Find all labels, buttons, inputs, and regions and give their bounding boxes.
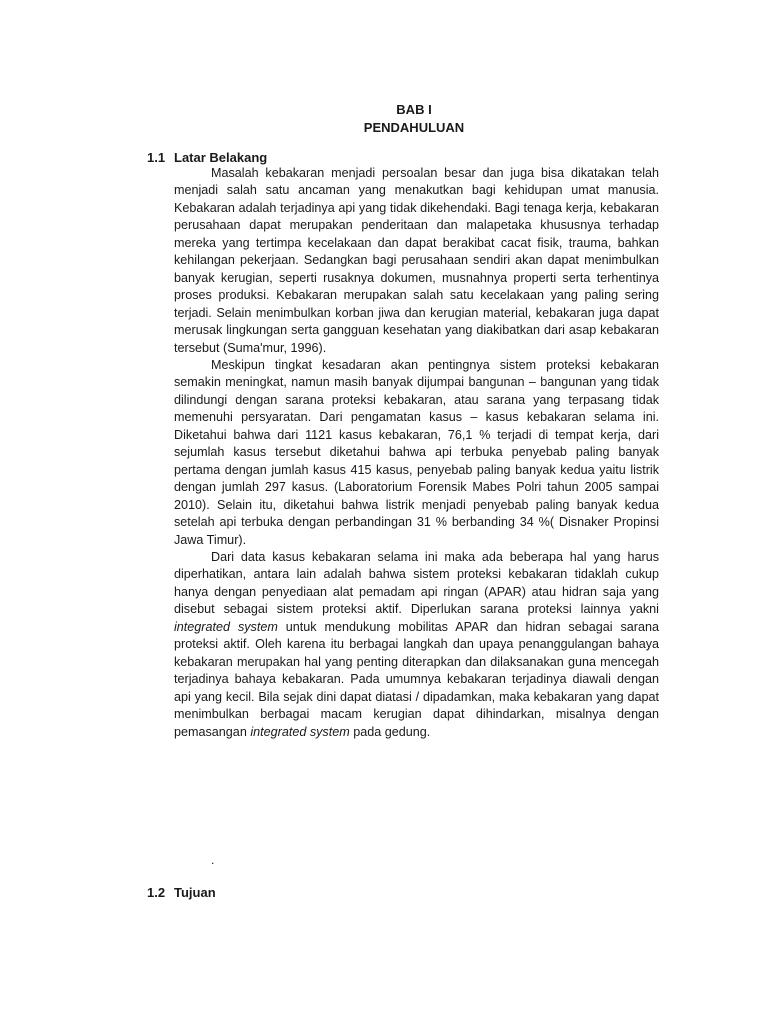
section-heading-tujuan: [147, 884, 216, 901]
section-number: 1.2: [147, 885, 166, 900]
stray-mark: .: [211, 853, 215, 867]
chapter-number: BAB I: [396, 102, 432, 117]
italic-term: integrated system: [250, 724, 350, 739]
italic-term: integrated system: [174, 619, 278, 634]
section-number: 1.1: [147, 150, 166, 165]
body-paragraph: [174, 165, 659, 357]
body-paragraph: [174, 357, 659, 549]
paragraph-text: pada gedung.: [349, 724, 431, 739]
paragraph-text: untuk mendukung mobilitas APAR dan hidran sebagai sarana proteksi aktif. Oleh karena itu berbagai langkah dan upaya penanggulangan bahaya kebakaran merupakan hal yang penting diterapkan dan dilaksanakan guna mencegah terjadinya bahaya kebakaran. Pada umumnya kebakaran terjadinya diawali dengan api yang kecil. Bila sejak dini dapat diatasi / dipadamkan, maka kebakaran yang dapat menimbulkan berbagai macam kerugian dapat dihindarkan, misalnya dengan pemasangan: [174, 619, 659, 739]
section-body: [174, 165, 659, 741]
section-title: Latar Belakang: [174, 150, 268, 165]
section-title: Tujuan: [174, 885, 216, 900]
chapter-title: PENDAHULUAN: [363, 120, 465, 135]
body-paragraph: [174, 549, 659, 741]
paragraph-text: Dari data kasus kebakaran selama ini maka ada beberapa hal yang harus diperhatikan, antara lain adalah bahwa sistem proteksi kebakaran tidaklah cukup hanya dengan penyediaan alat pemadam api ringan (APAR) atau hidran saja yang disebut sebagai sistem proteksi aktif. Diperlukan sarana proteksi lainnya yakni: [174, 549, 659, 617]
paragraph-text: Meskipun tingkat kesadaran akan pentingnya sistem proteksi kebakaran semakin meningkat, namun masih banyak dijumpai bangunan – bangunan yang tidak dilindungi dengan sarana proteksi kebakaran, atau sarana yang terpasang tidak memenuhi persyaratan. Dari pengamatan kasus – kasus kebakaran selama ini. Diketahui bahwa dari 1121 kasus kebakaran, 76,1 % terjadi di tempat kerja, dari sejumlah kasus tersebut diketahui bahwa api terbuka penyebab paling banyak pertama dengan jumlah kasus 415 kasus, penyebab paling banyak kedua yaitu listrik dengan jumlah 297 kasus. (Laboratorium Forensik Mabes Polri tahun 2005 sampai 2010). Selain itu, diketahui bahwa listrik menjadi penyebab paling banyak kedua setelah api terbuka dengan perbandingan 31 % berbanding 34 %( Disnaker Propinsi Jawa Timur).: [174, 357, 659, 547]
paragraph-text: Masalah kebakaran menjadi persoalan besar dan juga bisa dikatakan telah menjadi salah satu ancaman yang menakutkan bagi kehidupan umat manusia. Kebakaran adalah terjadinya api yang tidak dikehendaki. Bagi tenaga kerja, kebakaran perusahaan dapat merupakan penderitaan dan malapetaka khususnya terhadap mereka yang tertimpa kecelakaan dan dapat berakibat cacat fisik, trauma, bahkan kehilangan pekerjaan. Sedangkan bagi perusahaan sendiri akan dapat menimbulkan banyak kerugian, seperti rusaknya dokumen, musnahnya properti serta terhentinya proses produksi. Kebakaran merupakan salah satu kecelakaan yang paling sering terjadi. Selain menimbulkan korban jiwa dan kerugian material, kebakaran juga dapat merusak lingkungan serta gangguan kesehatan yang diakibatkan dari asap kebakaran tersebut (Suma'mur, 1996).: [174, 166, 659, 355]
section-heading-latar-belakang: [147, 149, 267, 166]
